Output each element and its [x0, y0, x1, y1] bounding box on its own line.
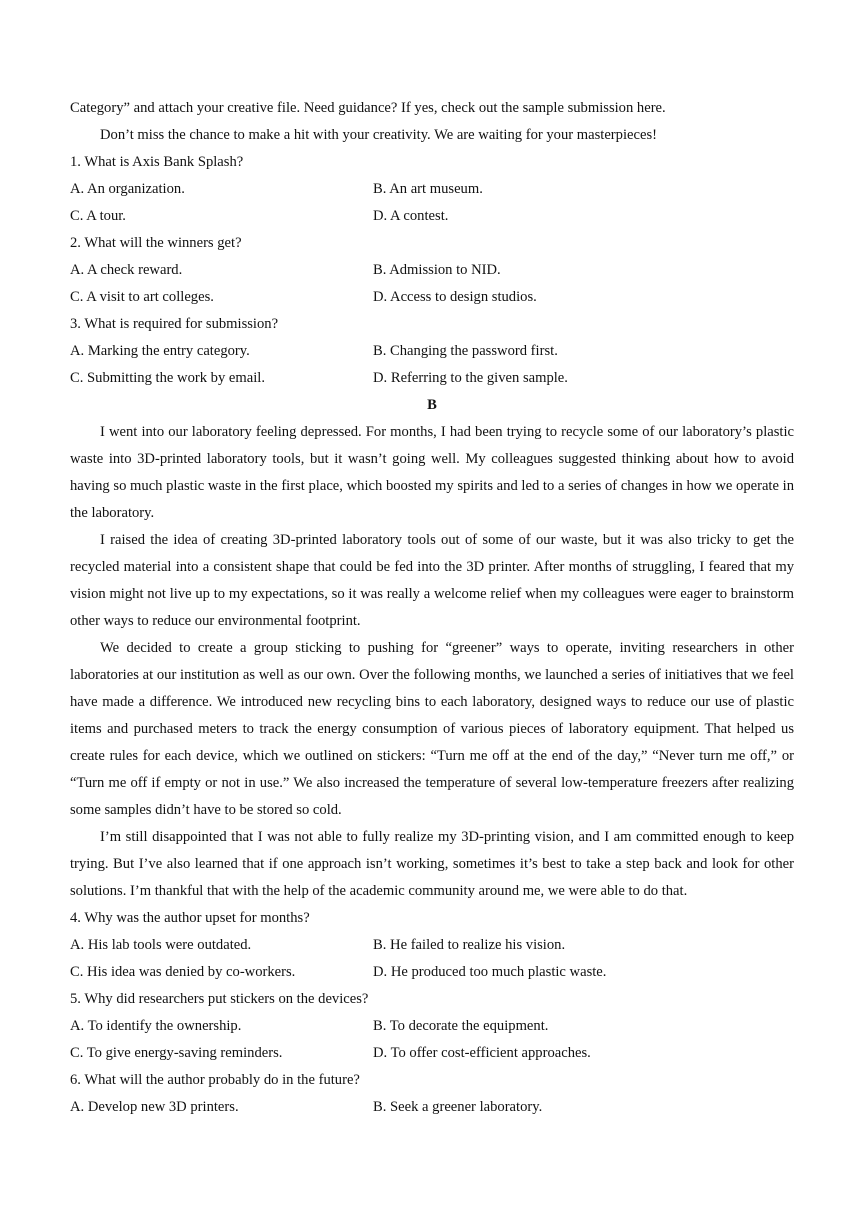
question-stem: 2. What will the winners get? [70, 235, 242, 251]
passage-paragraph: I’m still disappointed that I was not able to fully realize my 3D-printing vision, and I am committed enough to keep trying. But I’ve also learned that if one approach isn’t working, sometimes it’s best to take a step back and look for other solutions. I’m thankful that with the help of the academic community around me, we were able to do that. [70, 829, 794, 899]
option-c: C. His idea was denied by co-workers. [70, 964, 296, 980]
option-b: B. Admission to NID. [373, 262, 501, 278]
option-row [70, 257, 794, 284]
option-a: A. Marking the entry category. [70, 343, 250, 359]
passage-paragraph: We decided to create a group sticking to pushing for “greener” ways to operate, inviting researchers in other laboratories at our institution as well as our own. Over the following months, we launched a series of initiatives that we feel have made a difference. We introduced new recycling bins to each laboratory, designed ways to reduce our use of plastic items and purchased meters to track the energy consumption of various pieces of laboratory equipment. That helped us create rules for each device, which we outlined on stickers: “Turn me off at the end of the day,” “Never turn me off,” or “Turn me off if empty or not in use.” We also increased the temperature of several low-temperature freezers after realizing some samples didn’t have to be stored so cold. [70, 640, 794, 818]
option-c: C. Submitting the work by email. [70, 370, 265, 386]
option-d: D. Referring to the given sample. [373, 370, 568, 386]
passage-a-closing-line: Don’t miss the chance to make a hit with your creativity. We are waiting for your masterpieces! [100, 127, 657, 143]
passage-a-tail-line: Category” and attach your creative file. Need guidance? If yes, check out the sample submission here. [70, 100, 666, 116]
option-c: C. To give energy-saving reminders. [70, 1045, 283, 1061]
option-b: B. An art museum. [373, 181, 483, 197]
option-row [70, 203, 794, 230]
option-a: A. His lab tools were outdated. [70, 937, 252, 953]
option-d: D. A contest. [373, 208, 449, 224]
option-row [70, 1094, 794, 1121]
question-stem: 6. What will the author probably do in the future? [70, 1072, 360, 1088]
option-b: B. Changing the password first. [373, 343, 558, 359]
option-b: B. To decorate the equipment. [373, 1018, 549, 1034]
option-row [70, 365, 794, 392]
option-row [70, 1013, 794, 1040]
option-d: D. To offer cost-efficient approaches. [373, 1045, 591, 1061]
option-row [70, 176, 794, 203]
option-row [70, 959, 794, 986]
option-a: A. An organization. [70, 181, 185, 197]
option-d: D. Access to design studios. [373, 289, 537, 305]
option-b: B. Seek a greener laboratory. [373, 1099, 543, 1115]
option-a: A. To identify the ownership. [70, 1018, 242, 1034]
passage-paragraph: I raised the idea of creating 3D-printed laboratory tools out of some of our waste, but it was also tricky to get the recycled material into a consistent shape that could be fed into the 3D printer. After months of struggling, I feared that my vision might not live up to my expectations, so it was really a welcome relief when my colleagues were eager to brainstorm other ways to reduce our environmental footprint. [70, 532, 794, 629]
passage-paragraph: I went into our laboratory feeling depressed. For months, I had been trying to recycle some of our laboratory’s plastic waste into 3D-printed laboratory tools, but it wasn’t going well. My colleagues suggested thinking about how to avoid having so much plastic waste in the first place, which boosted my spirits and led to a series of changes in how we operate in the laboratory. [70, 424, 794, 521]
question-stem: 4. Why was the author upset for months? [70, 910, 310, 926]
option-c: C. A visit to art colleges. [70, 289, 214, 305]
option-row [70, 1040, 794, 1067]
option-c: C. A tour. [70, 208, 126, 224]
question-stem: 5. Why did researchers put stickers on the devices? [70, 991, 369, 1007]
option-a: A. Develop new 3D printers. [70, 1099, 239, 1115]
exam-page [70, 95, 794, 1121]
option-row [70, 338, 794, 365]
section-heading: B [427, 397, 437, 413]
question-stem: 3. What is required for submission? [70, 316, 279, 332]
option-b: B. He failed to realize his vision. [373, 937, 566, 953]
option-row [70, 284, 794, 311]
option-d: D. He produced too much plastic waste. [373, 964, 607, 980]
option-a: A. A check reward. [70, 262, 183, 278]
option-row [70, 932, 794, 959]
question-stem: 1. What is Axis Bank Splash? [70, 154, 244, 170]
